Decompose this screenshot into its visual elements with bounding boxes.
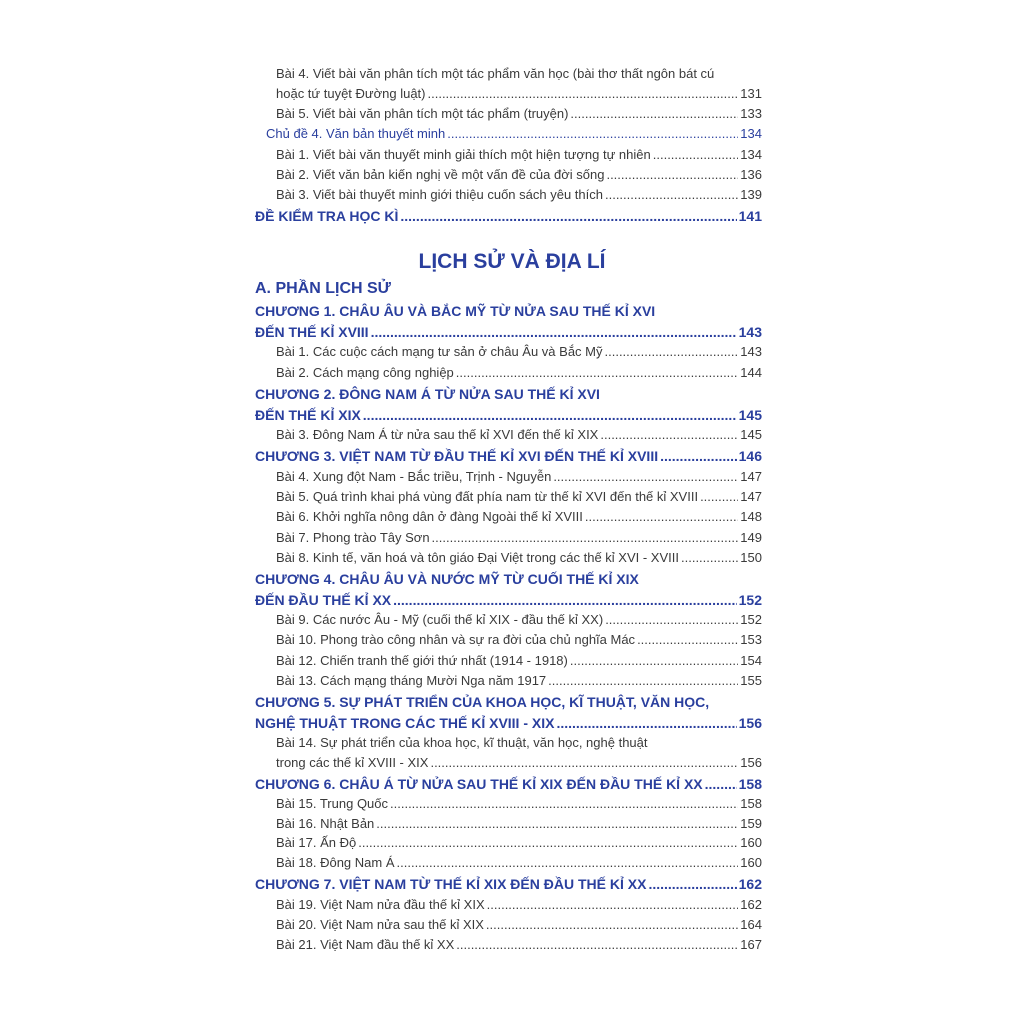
dot-leader <box>390 796 738 812</box>
toc-page-number: 145 <box>738 407 762 423</box>
chapter-title: CHƯƠNG 2. ĐÔNG NAM Á TỪ NỬA SAU THẾ KỈ XVI <box>255 386 600 402</box>
chapter-title: CHƯƠNG 4. CHÂU ÂU VÀ NƯỚC MỸ TỪ CUỐI THẾ KỈ XIX <box>255 571 639 587</box>
lesson-entry[interactable] <box>276 913 762 933</box>
part-title: A. PHẦN LỊCH SỬ <box>255 280 391 297</box>
lesson-title: Bài 3. Đông Nam Á từ nửa sau thế kỉ XVI đến thế kỉ XIX <box>276 427 599 442</box>
toc-topic-entry[interactable] <box>266 122 762 142</box>
dot-leader <box>456 937 738 953</box>
toc-page-number: 144 <box>740 365 762 380</box>
dot-leader <box>397 855 739 871</box>
dot-leader <box>393 592 737 608</box>
dot-leader <box>556 715 736 731</box>
lesson-title: Bài 8. Kinh tế, văn hoá và tôn giáo Đại Việt trong các thế kỉ XVI - XVIII <box>276 550 679 565</box>
toc-page-number: 148 <box>740 509 762 524</box>
toc-page-number: 158 <box>740 796 762 811</box>
toc-page-number: 160 <box>740 835 762 850</box>
toc-entry[interactable] <box>276 183 762 203</box>
toc-entry-text: Bài 3. Viết bài thuyết minh giới thiệu cuốn sách yêu thích <box>276 187 603 202</box>
lesson-title: Bài 6. Khởi nghĩa nông dân ở đàng Ngoài thế kỉ XVIII <box>276 509 583 524</box>
toc-entry[interactable] <box>276 143 762 163</box>
chapter-heading-line <box>255 690 709 710</box>
toc-page-number: 143 <box>738 324 762 340</box>
chapter-heading-line <box>255 299 655 319</box>
chapter-entry[interactable] <box>255 588 762 608</box>
lesson-entry[interactable] <box>276 465 762 485</box>
lesson-title: Bài 2. Cách mạng công nghiệp <box>276 365 454 380</box>
dot-leader <box>486 917 738 933</box>
toc-page-number: 134 <box>740 126 762 141</box>
dot-leader <box>548 673 738 689</box>
toc-page-number: 152 <box>738 592 762 608</box>
lesson-title: Bài 4. Xung đột Nam - Bắc triều, Trịnh - Nguyễn <box>276 469 552 484</box>
dot-leader <box>585 509 738 525</box>
chapter-heading-line <box>255 567 639 587</box>
lesson-entry[interactable] <box>276 505 762 525</box>
toc-entry-text: Bài 2. Viết văn bản kiến nghị về một vấn đề của đời sống <box>276 167 605 182</box>
toc-page-number: 162 <box>740 897 762 912</box>
dot-leader <box>570 106 738 122</box>
lesson-title: trong các thế kỉ XVIII - XIX <box>276 755 429 770</box>
dot-leader <box>606 167 738 183</box>
toc-page-number: 139 <box>740 187 762 202</box>
toc-page-number: 145 <box>740 427 762 442</box>
toc-page-number: 143 <box>740 344 762 359</box>
toc-page-number: 153 <box>740 632 762 647</box>
toc-page-number: 162 <box>738 876 762 892</box>
toc-page-number: 158 <box>738 776 762 792</box>
lesson-title: Bài 14. Sự phát triển của khoa học, kĩ thuật, văn học, nghệ thuật <box>276 735 648 750</box>
toc-entry-text: Chủ đề 4. Văn bản thuyết minh <box>266 126 446 141</box>
lesson-entry[interactable] <box>276 851 762 871</box>
dot-leader <box>358 835 738 851</box>
toc-entry-wrap-line <box>276 62 714 82</box>
dot-leader <box>376 816 738 832</box>
dot-leader <box>648 876 736 892</box>
toc-page-number: 167 <box>740 937 762 952</box>
lesson-entry[interactable] <box>276 361 762 381</box>
lesson-entry[interactable] <box>276 669 762 689</box>
dot-leader <box>456 365 739 381</box>
lesson-entry[interactable] <box>276 546 762 566</box>
dot-leader <box>653 147 739 163</box>
chapter-entry[interactable] <box>255 403 762 423</box>
lesson-entry[interactable] <box>276 893 762 913</box>
section-title: LỊCH SỬ VÀ ĐỊA LÍ <box>418 250 606 273</box>
toc-page-number: 141 <box>738 208 762 224</box>
lesson-title: Bài 17. Ấn Độ <box>276 835 357 850</box>
lesson-title: Bài 15. Trung Quốc <box>276 796 389 811</box>
lesson-title: Bài 18. Đông Nam Á <box>276 855 395 870</box>
toc-page-number: 133 <box>740 106 762 121</box>
lesson-title: Bài 16. Nhật Bản <box>276 816 375 831</box>
lesson-title: Bài 5. Quá trình khai phá vùng đất phía nam từ thế kỉ XVI đến thế kỉ XVIII <box>276 489 699 504</box>
dot-leader <box>600 427 738 443</box>
dot-leader <box>487 897 739 913</box>
dot-leader <box>430 755 738 771</box>
dot-leader <box>700 489 738 505</box>
toc-entry[interactable] <box>276 102 762 122</box>
toc-entry-text: ĐỀ KIỂM TRA HỌC KÌ <box>255 208 399 224</box>
dot-leader <box>570 653 738 669</box>
chapter-title: ĐẾN THẾ KỈ XIX <box>255 407 361 423</box>
toc-page-number: 149 <box>740 530 762 545</box>
toc-entry[interactable] <box>276 163 762 183</box>
toc-page-number: 156 <box>740 755 762 770</box>
toc-page-number: 146 <box>738 448 762 464</box>
lesson-entry[interactable] <box>276 751 762 771</box>
toc-page-number: 147 <box>740 469 762 484</box>
lesson-title: Bài 13. Cách mạng tháng Mười Nga năm 1917 <box>276 673 547 688</box>
chapter-title: NGHỆ THUẬT TRONG CÁC THẾ KỈ XVIII - XIX <box>255 715 555 731</box>
toc-entry[interactable] <box>276 82 762 102</box>
dot-leader <box>660 448 737 464</box>
toc-page-number: 150 <box>740 550 762 565</box>
chapter-title: CHƯƠNG 3. VIỆT NAM TỪ ĐẦU THẾ KỈ XVI ĐẾN THẾ KỈ XVIII <box>255 448 659 464</box>
toc-page-number: 156 <box>738 715 762 731</box>
toc-page-number: 136 <box>740 167 762 182</box>
lesson-title: Bài 10. Phong trào công nhân và sự ra đời của chủ nghĩa Mác <box>276 632 636 647</box>
chapter-title: ĐẾN ĐẦU THẾ KỈ XX <box>255 592 392 608</box>
lesson-title: Bài 12. Chiến tranh thế giới thứ nhất (1914 - 1918) <box>276 653 568 668</box>
dot-leader <box>553 469 738 485</box>
toc-page-number: 159 <box>740 816 762 831</box>
lesson-title: Bài 1. Các cuộc cách mạng tư sản ở châu Âu và Bắc Mỹ <box>276 344 603 359</box>
toc-page-number: 160 <box>740 855 762 870</box>
toc-entry-text: Bài 4. Viết bài văn phân tích một tác phẩm văn học (bài thơ thất ngôn bát cú <box>276 66 715 81</box>
toc-page-number: 164 <box>740 917 762 932</box>
lesson-entry[interactable] <box>276 812 762 832</box>
lesson-entry[interactable] <box>276 485 762 505</box>
lesson-entry[interactable] <box>276 340 762 360</box>
chapter-heading-line <box>255 382 600 402</box>
toc-exam-entry[interactable] <box>255 204 762 224</box>
dot-leader <box>681 550 738 566</box>
chapter-title: CHƯƠNG 7. VIỆT NAM TỪ THẾ KỈ XIX ĐẾN ĐẦU THẾ KỈ XX <box>255 876 647 892</box>
toc-page-number: 147 <box>740 489 762 504</box>
lesson-title: Bài 9. Các nước Âu - Mỹ (cuối thế kỉ XIX - đầu thế kỉ XX) <box>276 612 604 627</box>
dot-leader <box>637 632 738 648</box>
lesson-entry[interactable] <box>276 608 762 628</box>
lesson-title: Bài 21. Việt Nam đầu thế kỉ XX <box>276 937 455 952</box>
toc-entry-text: Bài 1. Viết bài văn thuyết minh giải thích một hiện tượng tự nhiên <box>276 147 651 162</box>
toc-page-number: 154 <box>740 653 762 668</box>
dot-leader <box>605 187 738 203</box>
toc-page-number: 152 <box>740 612 762 627</box>
toc-page-number: 134 <box>740 147 762 162</box>
lesson-entry[interactable] <box>276 649 762 669</box>
chapter-title: CHƯƠNG 6. CHÂU Á TỪ NỬA SAU THẾ KỈ XIX ĐẾN ĐẦU THẾ KỈ XX <box>255 776 703 792</box>
lesson-entry[interactable] <box>276 831 762 851</box>
dot-leader <box>400 208 736 224</box>
lesson-title: Bài 19. Việt Nam nửa đầu thế kỉ XIX <box>276 897 485 912</box>
chapter-entry[interactable] <box>255 711 762 731</box>
dot-leader <box>447 126 738 142</box>
dot-leader <box>371 324 737 340</box>
chapter-entry[interactable] <box>255 872 762 892</box>
chapter-title: CHƯƠNG 1. CHÂU ÂU VÀ BẮC MỸ TỪ NỬA SAU THẾ KỈ XVI <box>255 303 656 319</box>
chapter-title: ĐẾN THẾ KỈ XVIII <box>255 324 369 340</box>
dot-leader <box>705 776 737 792</box>
lesson-wrap-line <box>276 731 648 751</box>
lesson-entry[interactable] <box>276 526 762 546</box>
lesson-entry[interactable] <box>276 423 762 443</box>
lesson-title: Bài 20. Việt Nam nửa sau thế kỉ XIX <box>276 917 484 932</box>
chapter-entry[interactable] <box>255 772 762 792</box>
chapter-entry[interactable] <box>255 444 762 464</box>
toc-entry-text: Bài 5. Viết bài văn phân tích một tác phẩm (truyện) <box>276 106 569 121</box>
toc-entry-text: hoặc tứ tuyệt Đường luật) <box>276 86 426 101</box>
dot-leader <box>432 530 739 546</box>
dot-leader <box>605 612 738 628</box>
lesson-entry[interactable] <box>276 628 762 648</box>
dot-leader <box>605 344 739 360</box>
chapter-title: CHƯƠNG 5. SỰ PHÁT TRIỂN CỦA KHOA HỌC, KĨ THUẬT, VĂN HỌC, <box>255 694 710 710</box>
dot-leader <box>363 407 737 423</box>
chapter-entry[interactable] <box>255 320 762 340</box>
toc-page-number: 131 <box>740 86 762 101</box>
lesson-title: Bài 7. Phong trào Tây Sơn <box>276 530 430 545</box>
lesson-entry[interactable] <box>276 933 762 953</box>
toc-page-number: 155 <box>740 673 762 688</box>
lesson-entry[interactable] <box>276 792 762 812</box>
dot-leader <box>428 86 739 102</box>
